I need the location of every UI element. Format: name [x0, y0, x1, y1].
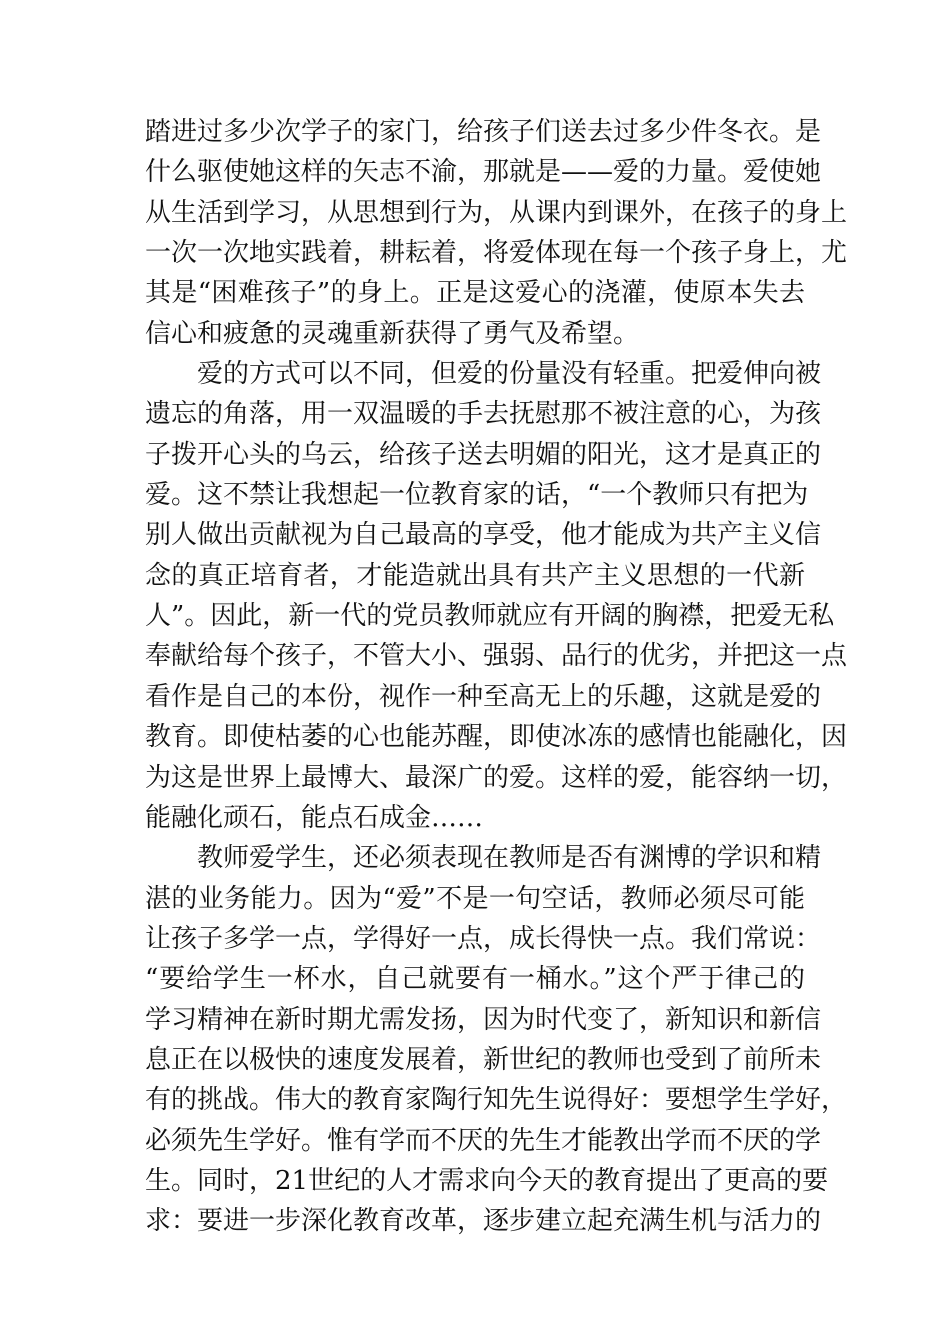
text-line: 息正在以极快的速度发展着，新世纪的教师也受到了前所未	[145, 1044, 822, 1075]
text-line: 求：要进一步深化教育改革，逐步建立起充满生机与活力的	[145, 1206, 822, 1237]
text-line: 看作是自己的本份，视作一种至高无上的乐趣，这就是爱的	[145, 681, 822, 712]
text-line: 能融化顽石，能点石成金……	[145, 802, 484, 833]
text-line: 子拨开心头的乌云，给孩子送去明媚的阳光，这才是真正的	[145, 439, 822, 470]
text-line: 必须先生学好。惟有学而不厌的先生才能教出学而不厌的学	[145, 1125, 822, 1156]
text-line: 学习精神在新时期尤需发扬，因为时代变了，新知识和新信	[145, 1004, 822, 1035]
text-line: 一次一次地实践着，耕耘着，将爱体现在每一个孩子身上，尤	[145, 238, 848, 269]
text-line: 有的挑战。伟大的教育家陶行知先生说得好：要想学生学好，	[145, 1085, 848, 1116]
text-line: 教育。即使枯萎的心也能苏醒，即使冰冻的感情也能融化，因	[145, 722, 848, 753]
text-line: 让孩子多学一点，学得好一点，成长得快一点。我们常说：	[145, 923, 822, 954]
paragraph-3	[145, 838, 848, 1241]
text-line: 爱的方式可以不同，但爱的份量没有轻重。把爱伸向被	[197, 359, 822, 390]
text-line: 为这是世界上最博大、最深广的爱。这样的爱，能容纳一切，	[145, 762, 848, 793]
text-line: 湛的业务能力。因为“爱”不是一句空话，教师必须尽可能	[145, 883, 805, 914]
text-line: 生。同时，21世纪的人才需求向今天的教育提出了更高的要	[145, 1165, 829, 1196]
text-line: 奉献给每个孩子，不管大小、强弱、品行的优劣，并把这一点	[145, 641, 848, 672]
body-text	[145, 112, 848, 1242]
text-line: 踏进过多少次学子的家门，给孩子们送去过多少件冬衣。是	[145, 117, 822, 147]
text-line: 教师爱学生，还必须表现在教师是否有渊博的学识和精	[197, 843, 822, 874]
text-line: 从生活到学习，从思想到行为，从课内到课外，在孩子的身上	[145, 197, 848, 228]
text-line: 其是“困难孩子”的身上。正是这爱心的浇灌，使原本失去	[145, 278, 805, 309]
text-line: 信心和疲惫的灵魂重新获得了勇气及希望。	[145, 318, 640, 349]
text-line: 别人做出贡献视为自己最高的享受，他才能成为共产主义信	[145, 520, 822, 551]
paragraph-2	[145, 354, 848, 838]
text-line: 念的真正培育者，才能造就出具有共产主义思想的一代新	[145, 560, 805, 591]
text-line: 遗忘的角落，用一双温暖的手去抚慰那不被注意的心，为孩	[145, 399, 822, 430]
paragraph-1	[145, 112, 848, 354]
text-line: 爱。这不禁让我想起一位教育家的话，“一个教师只有把为	[145, 480, 809, 511]
text-line: 人”。因此，新一代的党员教师就应有开阔的胸襟，把爱无私	[145, 601, 835, 632]
text-line: 什么驱使她这样的矢志不渝，那就是——爱的力量。爱使她	[145, 157, 822, 188]
text-line: “要给学生一杯水，自己就要有一桶水。”这个严于律己的	[145, 964, 805, 995]
